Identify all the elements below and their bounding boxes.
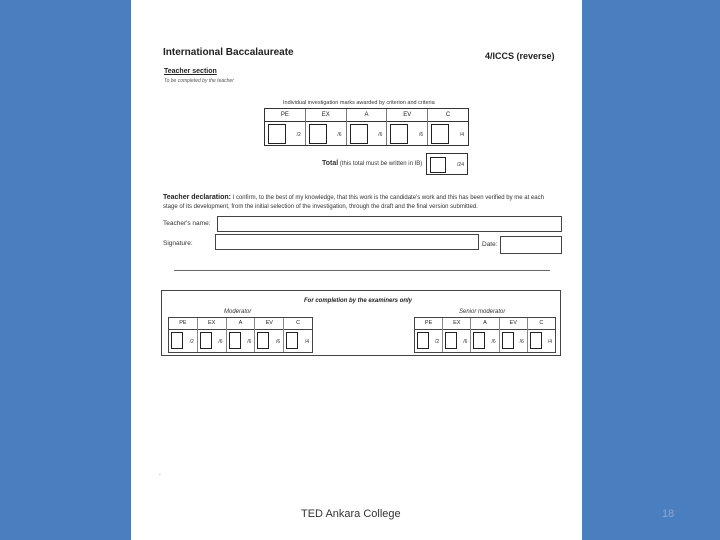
signature-field[interactable] xyxy=(215,234,479,250)
criterion-header: PE xyxy=(415,318,443,329)
moderator-marks-table xyxy=(168,317,313,353)
mark-entry-box[interactable] xyxy=(445,332,457,349)
total-entry-box[interactable] xyxy=(430,157,446,173)
teacher-section-heading: Teacher section xyxy=(164,68,217,75)
criterion-max: /6 xyxy=(218,339,223,345)
criterion-header: EX xyxy=(198,318,227,329)
mark-entry-box[interactable] xyxy=(530,332,542,349)
slide-number: 18 xyxy=(662,508,675,520)
criterion-header: PE xyxy=(265,109,306,121)
senior-moderator-marks-table xyxy=(414,317,556,353)
criterion-max: /6 xyxy=(276,339,281,345)
declaration-label: Teacher declaration: xyxy=(163,194,231,201)
mark-entry-box[interactable] xyxy=(431,124,449,144)
criterion-header: EV xyxy=(255,318,284,329)
mark-entry-box[interactable] xyxy=(286,332,298,349)
criterion-header: A xyxy=(347,109,388,121)
mark-entry-box[interactable] xyxy=(417,332,429,349)
criterion-max: /2 xyxy=(435,339,440,345)
total-label-line xyxy=(322,160,422,167)
mark-entry-box[interactable] xyxy=(229,332,241,349)
total-note: (this total must be written in IB) xyxy=(339,161,423,167)
criterion-header: EV xyxy=(500,318,528,329)
section-divider xyxy=(174,270,550,271)
moderator-label: Moderator xyxy=(224,309,252,315)
criterion-header: EX xyxy=(443,318,471,329)
document-page xyxy=(131,0,582,540)
mark-entry-box[interactable] xyxy=(257,332,269,349)
teacher-section-subheading: To be completed by the teacher xyxy=(164,78,234,84)
criterion-max: /4 xyxy=(459,132,464,138)
mark-entry-box[interactable] xyxy=(390,124,408,144)
individual-marks-caption: Individual investigation marks awarded by criterion and criteria xyxy=(283,100,435,106)
mark-entry-box[interactable] xyxy=(200,332,212,349)
mark-entry-box[interactable] xyxy=(350,124,368,144)
total-max: /24 xyxy=(457,162,464,168)
criterion-max: /6 xyxy=(491,339,496,345)
criteria-marks-table xyxy=(264,108,469,146)
criterion-max: /6 xyxy=(378,132,383,138)
criterion-max: /4 xyxy=(547,339,553,345)
senior-moderator-label: Senior moderator xyxy=(459,309,506,315)
criterion-header: A xyxy=(227,318,256,329)
criterion-max: /2 xyxy=(296,132,301,138)
form-code: 4/ICCS (reverse) xyxy=(485,51,555,61)
stray-mark: . xyxy=(159,470,161,477)
criterion-header: PE xyxy=(169,318,198,329)
teacher-name-label: Teacher's name: xyxy=(163,220,211,227)
date-field[interactable] xyxy=(500,236,562,254)
signature-label: Signature: xyxy=(163,240,193,247)
mark-entry-box[interactable] xyxy=(502,332,514,349)
footer-organization: TED Ankara College xyxy=(301,508,401,520)
document-title: International Baccalaureate xyxy=(163,47,294,58)
criterion-max: /6 xyxy=(519,339,524,345)
criterion-max: /6 xyxy=(419,132,424,138)
mark-entry-box[interactable] xyxy=(309,124,327,144)
mark-entry-box[interactable] xyxy=(171,332,183,349)
mark-entry-box[interactable] xyxy=(473,332,485,349)
examiners-title: For completion by the examiners only xyxy=(304,298,413,304)
criterion-header: C xyxy=(539,320,544,326)
examiners-section xyxy=(161,290,561,356)
criterion-header: C xyxy=(445,112,451,118)
criterion-header: C xyxy=(296,320,301,326)
criterion-header: EX xyxy=(306,109,347,121)
criterion-max: /4 xyxy=(304,339,309,345)
total-label: Total xyxy=(322,160,339,167)
declaration-text: I confirm, to the best of my knowledge, that this work is the candidate's work and this has been verified by me at each stage of its development, from the initial selection of the investigation, through the draft and the final version submitted. xyxy=(163,195,544,210)
total-marks-box xyxy=(426,153,468,175)
criterion-max: /6 xyxy=(337,132,342,138)
criterion-header: A xyxy=(471,318,499,329)
criterion-max: /2 xyxy=(189,339,194,345)
criterion-max: /6 xyxy=(463,339,468,345)
date-label: Date: xyxy=(482,241,498,248)
criterion-max: /6 xyxy=(247,339,252,345)
mark-entry-box[interactable] xyxy=(268,124,286,144)
teacher-name-field[interactable] xyxy=(217,216,562,232)
teacher-declaration xyxy=(163,193,553,212)
criterion-header: EV xyxy=(387,109,428,121)
